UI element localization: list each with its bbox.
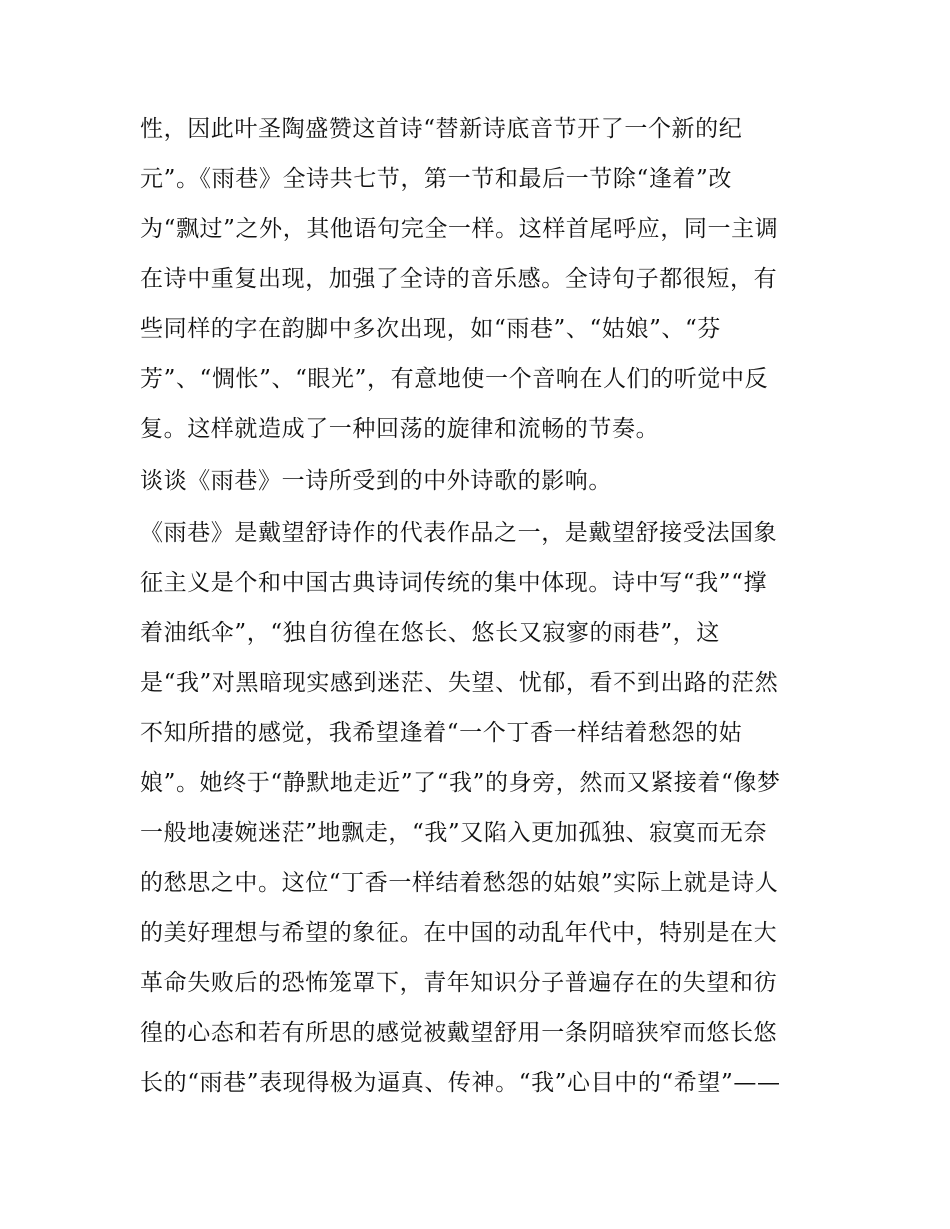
text-line: 娘”。她终于“静默地走近”了“我”的身旁，然而又紧接着“像梦 <box>140 770 781 796</box>
text-line: 着油纸伞”，“独自彷徨在悠长、悠长又寂寥的雨巷”，这 <box>140 620 720 646</box>
text-line: 《雨巷》是戴望舒诗作的代表作品之一，是戴望舒接受法国象 <box>140 520 778 546</box>
text-line: 芳”、“惆怅”、“眼光”，有意地使一个音响在人们的听觉中反 <box>140 366 769 392</box>
text-line: 徨的心态和若有所思的感觉被戴望舒用一条阴暗狭窄而悠长悠 <box>140 1020 778 1046</box>
text-line: 谈谈《雨巷》一诗所受到的中外诗歌的影响。 <box>140 468 612 494</box>
text-line: 不知所措的感觉，我希望逢着“一个丁香一样结着愁怨的姑 <box>140 720 743 746</box>
text-line: 是“我”对黑暗现实感到迷茫、失望、忧郁，看不到出路的茫然 <box>140 670 779 696</box>
text-line: 元”。《雨巷》全诗共七节，第一节和最后一节除“逢着”改 <box>140 166 732 192</box>
text-line: 在诗中重复出现，加强了全诗的音乐感。全诗句子都很短，有 <box>140 266 778 292</box>
text-line: 的美好理想与希望的象征。在中国的动乱年代中，特别是在大 <box>140 920 778 946</box>
text-line: 的愁思之中。这位“丁香一样结着愁怨的姑娘”实际上就是诗人 <box>140 870 779 896</box>
text-line: 复。这样就造成了一种回荡的旋律和流畅的节奏。 <box>140 416 660 442</box>
text-line: 一般地凄婉迷茫”地飘走，“我”又陷入更加孤独、寂寞而无奈 <box>140 820 768 846</box>
text-line: 为“飘过”之外，其他语句完全一样。这样首尾呼应，同一主调 <box>140 216 779 242</box>
text-line: 些同样的字在韵脚中多次出现，如“雨巷”、“姑娘”、“芬 <box>140 316 721 342</box>
text-line: 长的“雨巷”表现得极为逼真、传神。“我”心目中的“希望”—— <box>140 1070 781 1096</box>
text-line: 革命失败后的恐怖笼罩下，青年知识分子普遍存在的失望和彷 <box>140 970 778 996</box>
text-line: 征主义是个和中国古典诗词传统的集中体现。诗中写“我”“撑 <box>140 570 768 596</box>
text-line: 性，因此叶圣陶盛赞这首诗“替新诗底音节开了一个新的纪 <box>140 116 743 142</box>
